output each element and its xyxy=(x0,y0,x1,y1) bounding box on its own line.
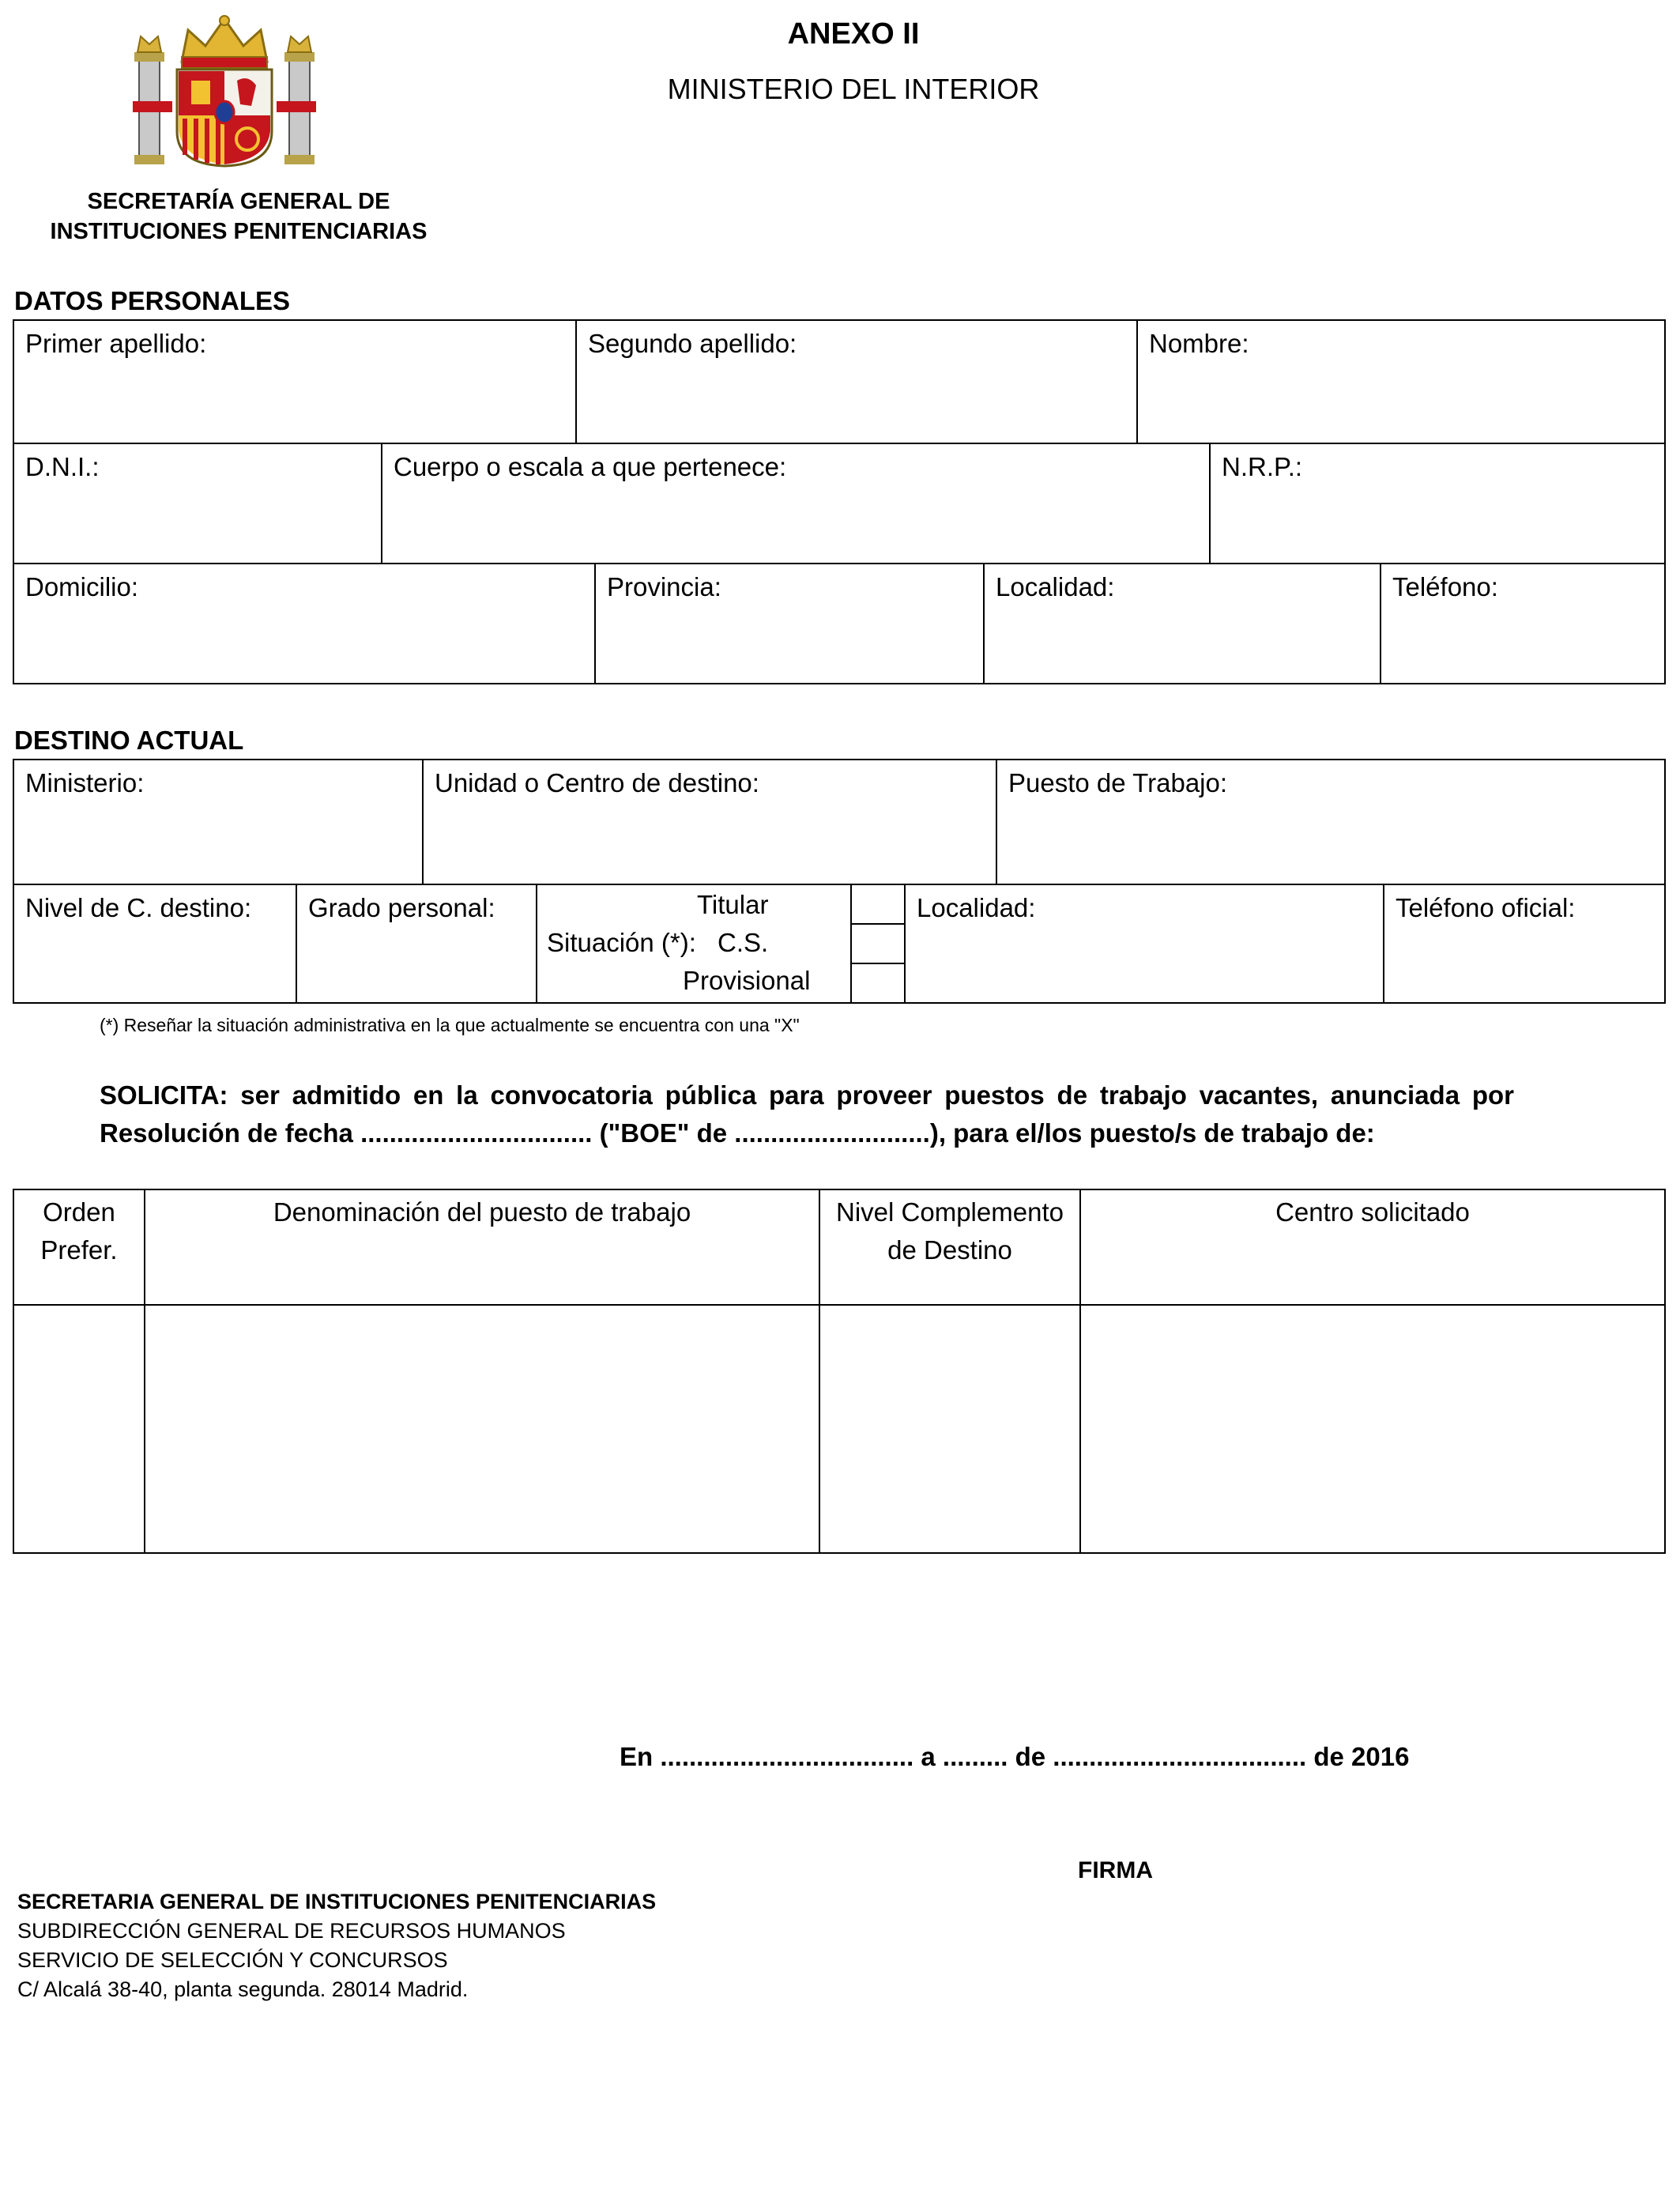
dni-field[interactable] xyxy=(14,444,381,563)
job-field[interactable] xyxy=(997,760,1664,884)
dni-label: D.N.I.: xyxy=(25,452,100,481)
first-surname-field[interactable] xyxy=(14,321,575,443)
situation-note: (*) Reseñar la situación administrativa en la que actualmente se encuentra con una "X" xyxy=(100,1015,800,1035)
header-level: Nivel Complemento de Destino xyxy=(836,1197,1064,1265)
coat-of-arms-icon xyxy=(133,13,316,168)
footer-address xyxy=(17,1887,656,2004)
province-field[interactable] xyxy=(596,564,983,683)
unit-label: Unidad o Centro de destino: xyxy=(435,768,759,797)
address-label: Domicilio: xyxy=(25,572,139,601)
body-scale-field[interactable] xyxy=(382,444,1209,563)
agency-name xyxy=(17,187,460,247)
request-text xyxy=(100,1076,1514,1152)
cs-checkbox[interactable] xyxy=(852,925,904,963)
nrp-label: N.R.P.: xyxy=(1222,452,1303,481)
locality-label: Localidad: xyxy=(996,572,1115,601)
footer-line-1: SECRETARIA GENERAL DE INSTITUCIONES PENITENCIARIAS xyxy=(17,1890,657,1913)
center-input[interactable] xyxy=(1081,1306,1664,1552)
current-post-title: DESTINO ACTUAL xyxy=(14,726,244,755)
name-field[interactable] xyxy=(1138,321,1664,443)
second-surname-field[interactable] xyxy=(577,321,1136,443)
level-field[interactable] xyxy=(14,885,296,1002)
agency-line-1: SECRETARÍA GENERAL DE xyxy=(87,189,390,214)
ministry-label: Ministerio: xyxy=(25,768,145,797)
annex-title: ANEXO II xyxy=(787,17,920,51)
level-label: Nivel de C. destino: xyxy=(25,893,252,922)
second-surname-label: Segundo apellido: xyxy=(588,329,797,358)
agency-line-2: INSTITUCIONES PENITENCIARIAS xyxy=(50,219,428,244)
phone-field[interactable] xyxy=(1381,564,1664,683)
nrp-field[interactable] xyxy=(1211,444,1664,563)
request-line-2: Resolución de fecha ................................ ("BOE" de ...........................), para el/los puesto/s de trabajo de: xyxy=(100,1118,1375,1148)
phone-label: Teléfono: xyxy=(1392,572,1498,601)
provisional-checkbox[interactable] xyxy=(852,964,904,1002)
titular-checkbox[interactable] xyxy=(852,885,904,923)
official-phone-field[interactable] xyxy=(1384,885,1664,1002)
situation-option-provisional: Provisional xyxy=(683,966,811,995)
job-label: Puesto de Trabajo: xyxy=(1008,768,1228,797)
request-line-1: SOLICITA: ser admitido en la convocatoria pública para proveer puestos de trabajo vacantes, anunciada por xyxy=(100,1080,1514,1110)
personal-data-title: DATOS PERSONALES xyxy=(14,286,290,315)
order-input[interactable] xyxy=(14,1306,144,1552)
first-surname-label: Primer apellido: xyxy=(25,329,207,358)
ministry-field[interactable] xyxy=(14,760,422,884)
grade-label: Grado personal: xyxy=(308,893,495,922)
post-locality-field[interactable] xyxy=(906,885,1383,1002)
province-label: Provincia: xyxy=(607,572,721,601)
current-post-table xyxy=(13,759,1666,1004)
grade-field[interactable] xyxy=(297,885,536,1002)
situation-cell xyxy=(537,885,850,1002)
situation-option-titular: Titular xyxy=(697,890,769,919)
signature-label: FIRMA xyxy=(1078,1857,1153,1883)
personal-data-table xyxy=(13,319,1666,684)
header-order: Orden Prefer. xyxy=(40,1197,118,1265)
level-input[interactable] xyxy=(820,1306,1079,1552)
official-phone-label: Teléfono oficial: xyxy=(1396,893,1576,922)
body-scale-label: Cuerpo o escala a que pertenece: xyxy=(394,452,787,481)
footer-line-2: SUBDIRECCIÓN GENERAL DE RECURSOS HUMANOS xyxy=(17,1919,566,1943)
denomination-input[interactable] xyxy=(145,1306,819,1552)
unit-field[interactable] xyxy=(424,760,996,884)
date-line: En ................................... a ......... de ................................... de 2016 xyxy=(620,1742,1410,1771)
ministry-title: MINISTERIO DEL INTERIOR xyxy=(667,73,1040,105)
positions-table xyxy=(13,1189,1666,1554)
post-locality-label: Localidad: xyxy=(917,893,1036,922)
header-denomination: Denominación del puesto de trabajo xyxy=(273,1197,691,1227)
footer-line-3: SERVICIO DE SELECCIÓN Y CONCURSOS xyxy=(17,1948,448,1972)
footer-line-4: C/ Alcalá 38-40, planta segunda. 28014 Madrid. xyxy=(17,1977,469,2001)
situation-label: Situación (*): xyxy=(547,928,696,957)
address-field[interactable] xyxy=(14,564,594,683)
locality-field[interactable] xyxy=(985,564,1380,683)
name-label: Nombre: xyxy=(1149,329,1249,358)
situation-option-cs: C.S. xyxy=(718,928,769,957)
header-center: Centro solicitado xyxy=(1275,1197,1470,1227)
